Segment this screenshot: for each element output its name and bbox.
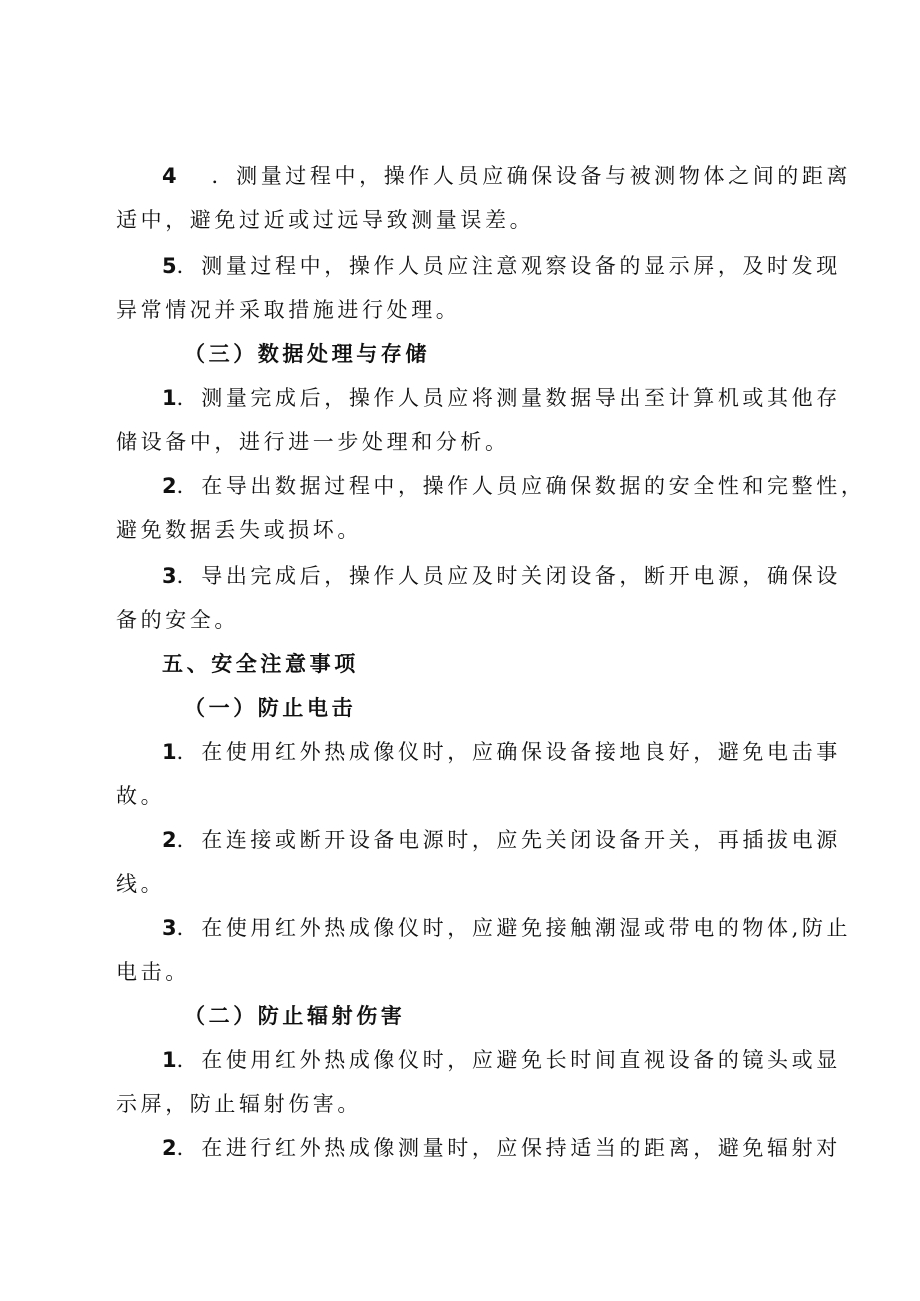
line-text: 电击。 xyxy=(116,960,190,984)
heading-text: （三）数据处理与存储 xyxy=(184,341,430,366)
paragraph-line xyxy=(116,516,816,544)
item-number: 1 xyxy=(162,740,177,764)
heading-text: （二）防止辐射伤害 xyxy=(184,1003,406,1028)
paragraph-line xyxy=(162,1134,862,1162)
item-number: 5 xyxy=(162,254,177,278)
line-text: ．在连接或断开设备电源时，应先关闭设备开关，再插拔电源 xyxy=(176,828,841,852)
paragraph-line xyxy=(162,162,862,190)
paragraph-line xyxy=(116,870,816,898)
item-number: 2 xyxy=(162,1136,177,1160)
paragraph-line xyxy=(116,296,816,324)
line-text: 异常情况并采取措施进行处理。 xyxy=(116,298,461,322)
paragraph-line xyxy=(116,428,816,456)
section-heading xyxy=(184,694,884,722)
chapter-heading xyxy=(162,650,862,678)
line-text: ．在进行红外热成像测量时，应保持适当的距离，避免辐射对 xyxy=(176,1136,841,1160)
heading-text: 五、安全注意事项 xyxy=(162,651,359,676)
paragraph-line xyxy=(162,826,862,854)
item-number: 3 xyxy=(162,564,177,588)
item-number: 3 xyxy=(162,916,177,940)
line-text: ．在使用红外热成像仪时，应避免长时间直视设备的镜头或显 xyxy=(176,1048,841,1072)
paragraph-line xyxy=(116,206,816,234)
line-text: 示屏，防止辐射伤害。 xyxy=(116,1092,362,1116)
paragraph-line xyxy=(162,252,862,280)
paragraph-line xyxy=(162,1046,862,1074)
item-number: 2 xyxy=(162,474,177,498)
line-text: 线。 xyxy=(116,872,166,896)
section-heading xyxy=(184,340,884,368)
paragraph-line xyxy=(162,914,862,942)
paragraph-line xyxy=(116,606,816,634)
heading-text: （一）防止电击 xyxy=(184,695,357,720)
line-text: ．在使用红外热成像仪时，应避免接触潮湿或带电的物体,防止 xyxy=(176,916,852,940)
paragraph-line xyxy=(162,562,862,590)
item-number: 2 xyxy=(162,828,177,852)
line-text: 避免数据丢失或损坏。 xyxy=(116,518,362,542)
paragraph-line xyxy=(116,782,816,810)
paragraph-line xyxy=(116,1090,816,1118)
line-text: ．在导出数据过程中，操作人员应确保数据的安全性和完整性， xyxy=(176,474,866,498)
section-heading xyxy=(184,1002,884,1030)
line-text: ．测量过程中，操作人员应确保设备与被测物体之间的距离 xyxy=(176,164,852,188)
line-text: ．导出完成后，操作人员应及时关闭设备，断开电源，确保设 xyxy=(176,564,841,588)
line-text: 备的安全。 xyxy=(116,608,239,632)
line-text: ．在使用红外热成像仪时，应确保设备接地良好，避免电击事 xyxy=(176,740,841,764)
line-text: 储设备中，进行进一步处理和分析。 xyxy=(116,430,510,454)
paragraph-line xyxy=(116,958,816,986)
item-number: 1 xyxy=(162,1048,177,1072)
paragraph-line xyxy=(162,384,862,412)
paragraph-line xyxy=(162,738,862,766)
line-text: ．测量完成后，操作人员应将测量数据导出至计算机或其他存 xyxy=(176,386,841,410)
line-text: 适中，避免过近或过远导致测量误差。 xyxy=(116,208,535,232)
line-text: 故。 xyxy=(116,784,166,808)
item-number: 4 xyxy=(162,164,177,188)
paragraph-line xyxy=(162,472,866,500)
line-text: ．测量过程中，操作人员应注意观察设备的显示屏，及时发现 xyxy=(176,254,841,278)
item-number: 1 xyxy=(162,386,177,410)
